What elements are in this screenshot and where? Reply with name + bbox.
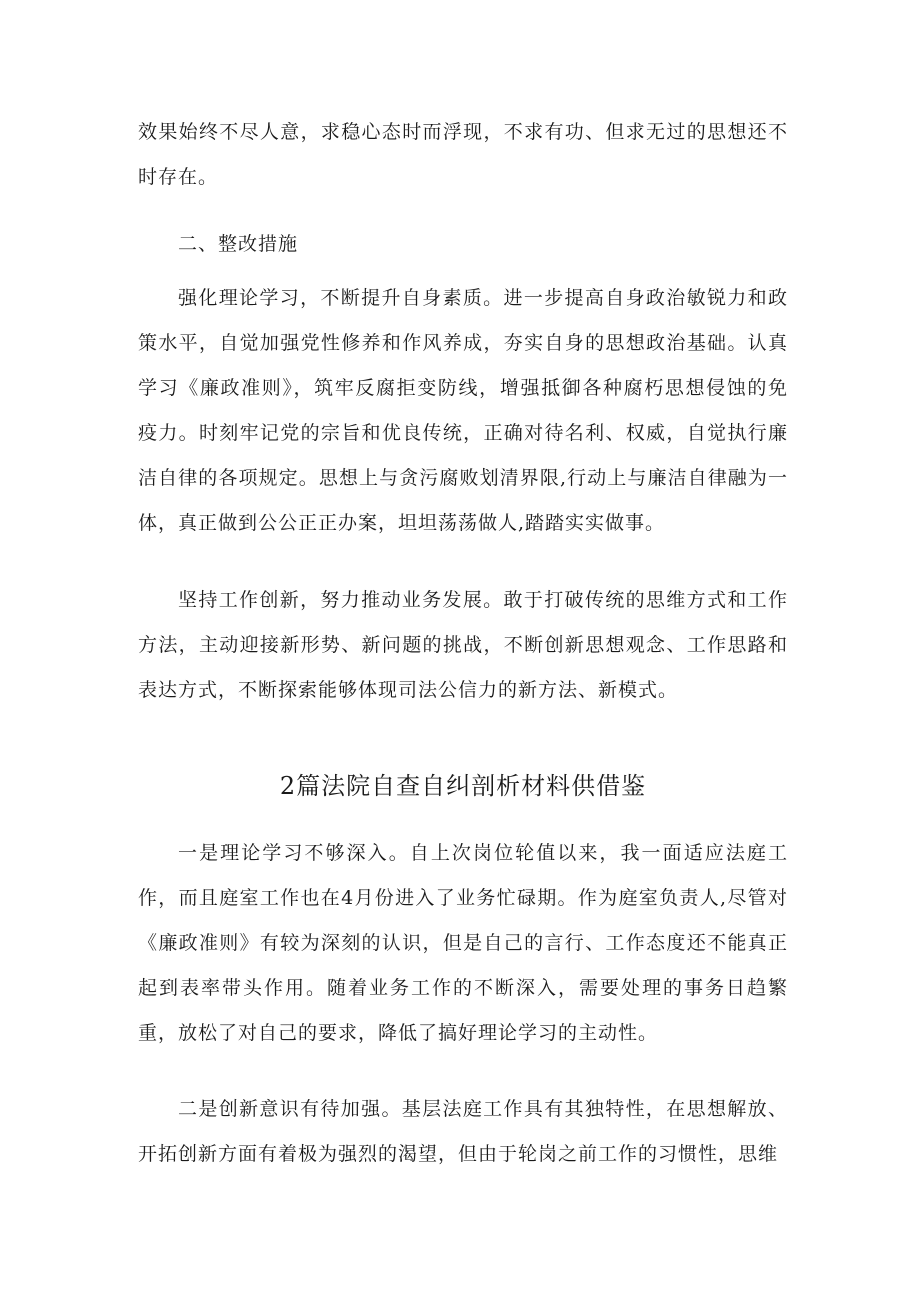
paragraph-work-innovation: 坚持工作创新，努力推动业务发展。敢于打破传统的思维方式和工作方法，主动迎接新形势、新问题的挑战，不断创新思想观念、工作思路和表达方式，不断探索能够体现司法公信力的新方法、新模式。 xyxy=(138,589,788,701)
paragraph-issue-two: 二是创新意识有待加强。基层法庭工作具有其独特性，在思想解放、开拓创新方面有着极为强烈的渴望，但由于轮岗之前工作的习惯性，思维 xyxy=(138,1098,788,1165)
article-title: 2篇法院自查自纠剖析材料供借鉴 xyxy=(279,772,647,800)
paragraph-issue-one: 一是理论学习不够深入。自上次岗位轮值以来，我一面适应法庭工作，而且庭室工作也在4月份进入了业务忙碌期。作为庭室负责人,尽管对《廉政准则》有较为深刻的认识，但是自己的言行、工作态度还不能真正起到表率带头作用。随着业务工作的不断深入，需要处理的事务日趋繁重，放松了对自己的要求，降低了搞好理论学习的主动性。 xyxy=(138,842,788,1044)
paragraph-continuation: 效果始终不尽人意，求稳心态时而浮现，不求有功、但求无过的思想还不时存在。 xyxy=(138,121,788,188)
paragraph-theory-study: 强化理论学习，不断提升自身素质。进一步提高自身政治敏锐力和政策水平，自觉加强党性修养和作风养成，夯实自身的思想政治基础。认真学习《廉政准则》，筑牢反腐拒变防线，增强抵御各种腐朽思想侵蚀的免疫力。时刻牢记党的宗旨和优良传统，正确对待名利、权威，自觉执行廉洁自律的各项规定。思想上与贪污腐败划清界限,行动上与廉洁自律融为一体，真正做到公公正正办案，坦坦荡荡做人,踏踏实实做事。 xyxy=(138,287,788,534)
section-heading: 二、整改措施 xyxy=(178,233,299,255)
